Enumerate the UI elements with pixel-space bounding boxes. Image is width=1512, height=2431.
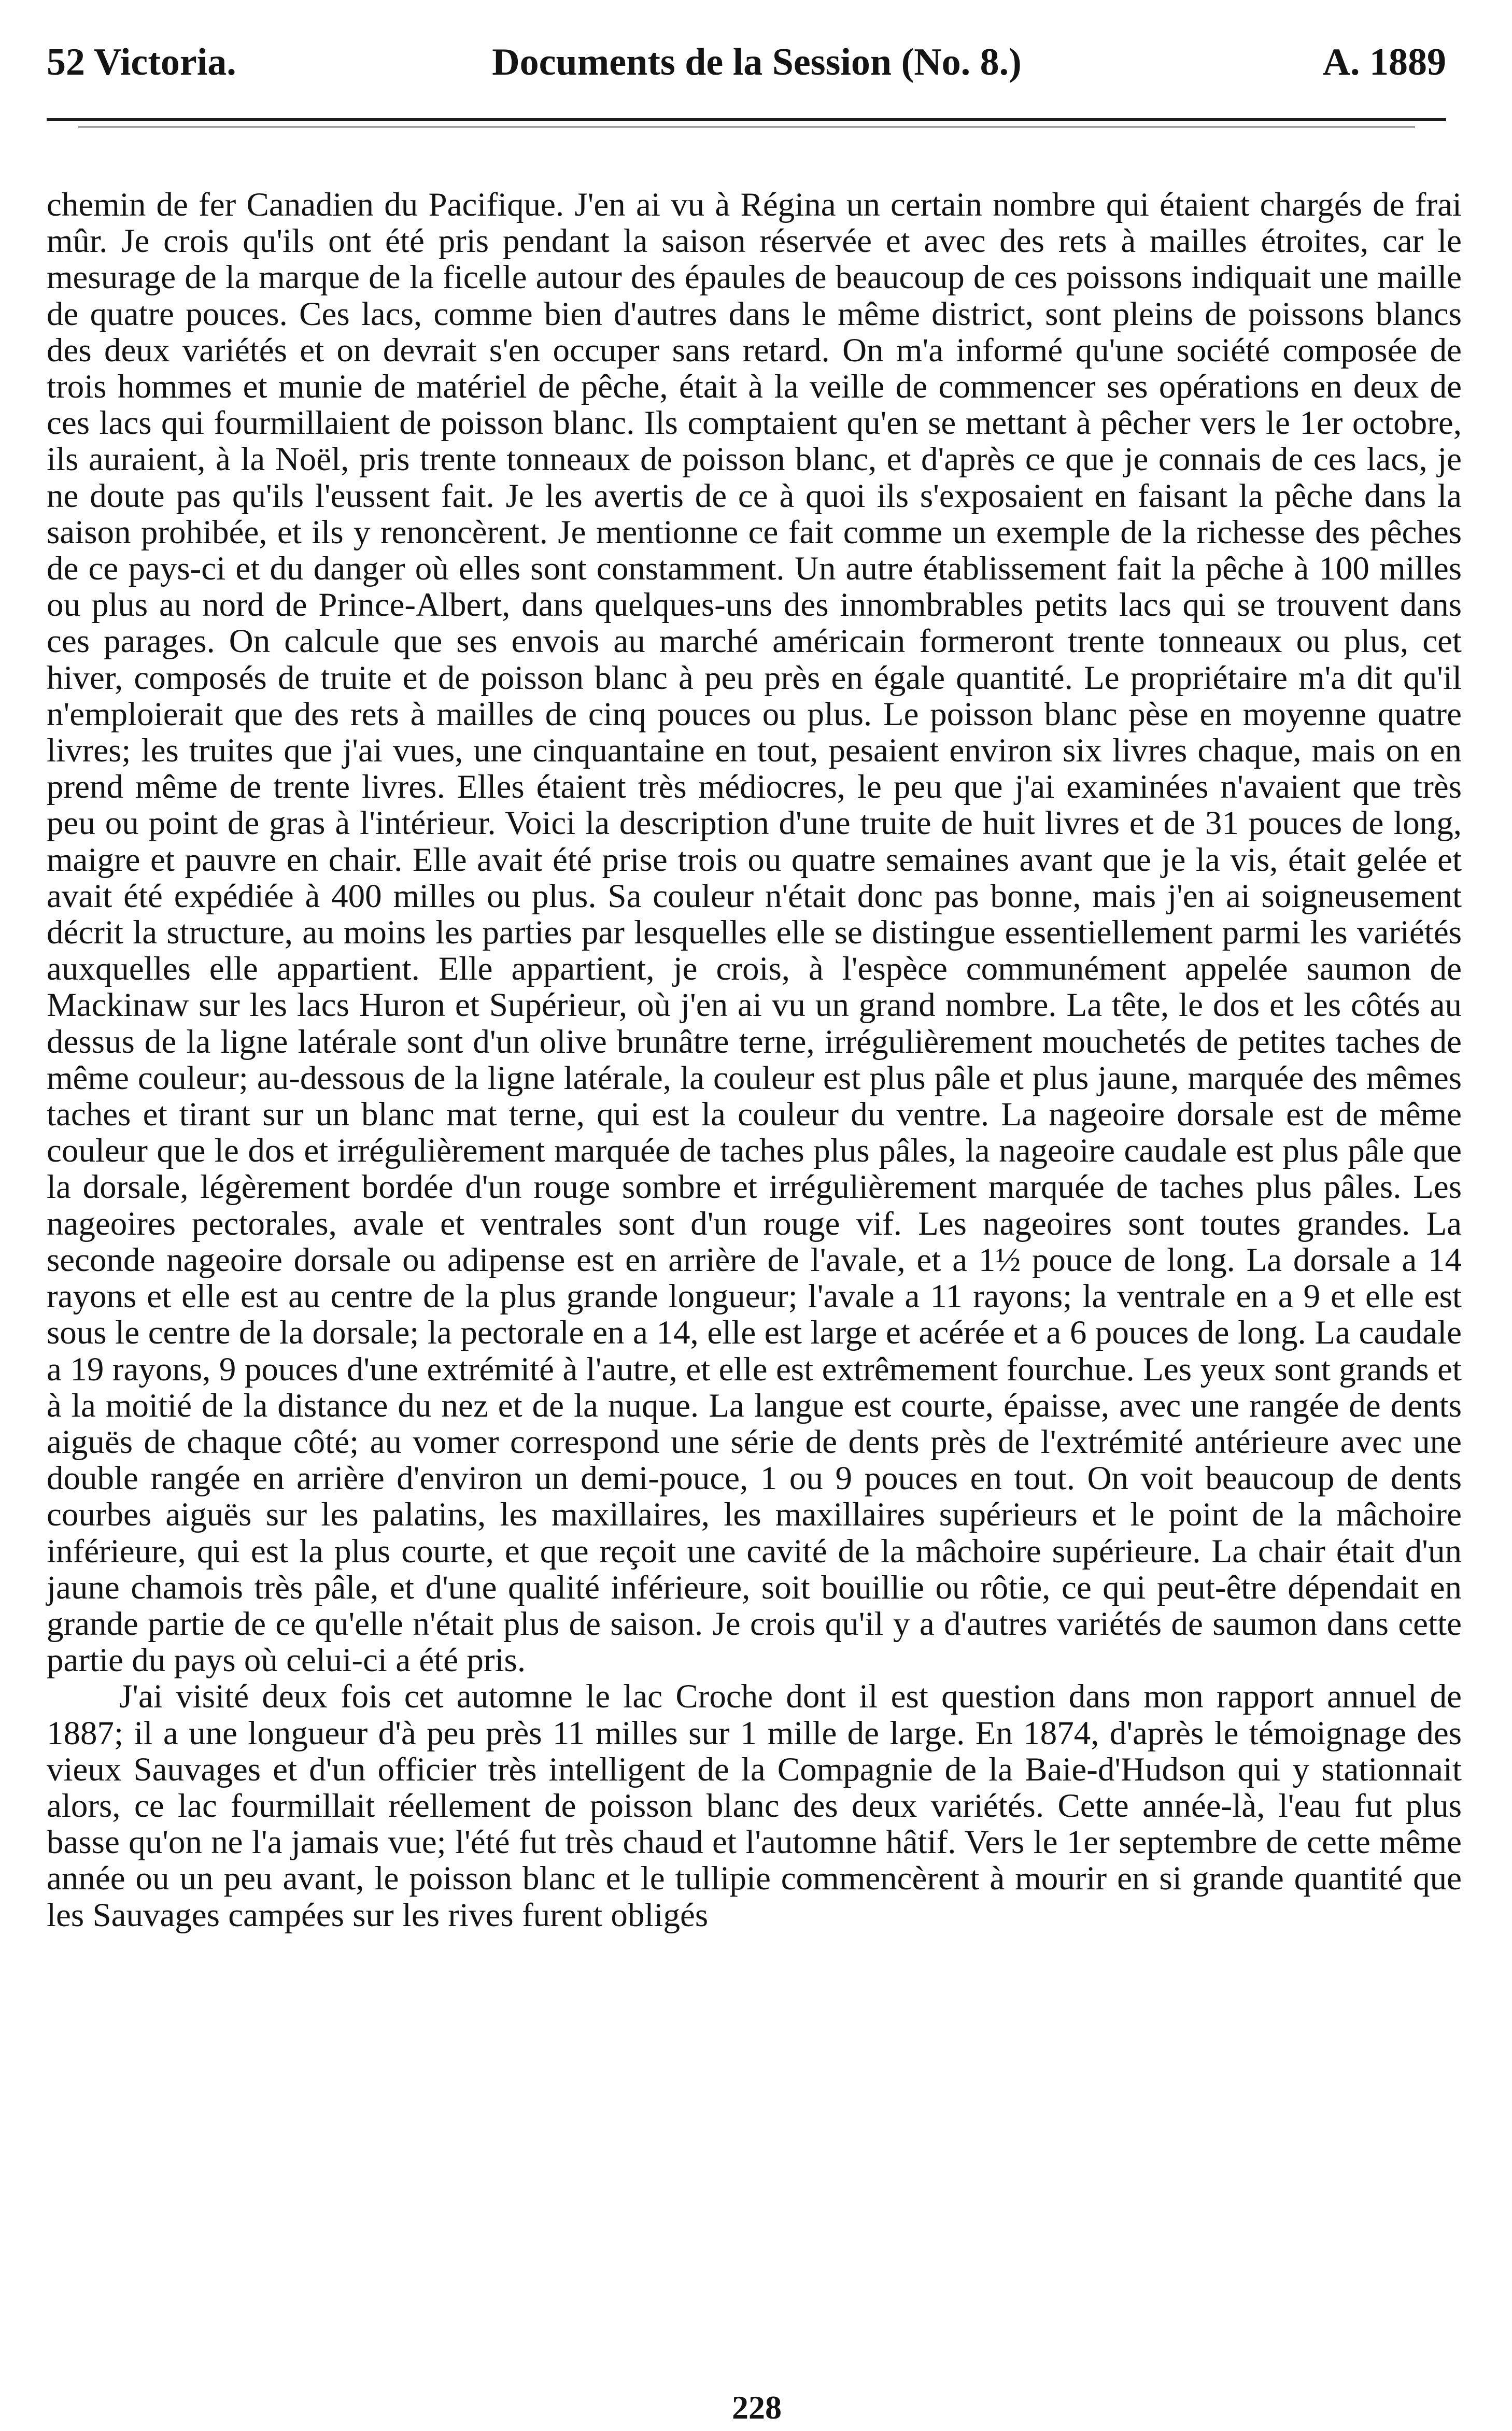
- paragraph: chemin de fer Canadien du Pacifique. J'en ai vu à Régina un certain nombre qui étaient chargés de frai mûr. Je crois qu'ils ont été pris pendant la saison réservée et avec des rets à mailles étroites, car le mesurage de la marque de la ficelle autour des épaules de beaucoup de ces poissons indiquait une maille de quatre pouces. Ces lacs, comme bien d'autres dans le même district, sont pleins de poissons blancs des deux variétés et on devrait s'en occuper sans retard. On m'a informé qu'une société composée de trois hommes et munie de matériel de pêche, était à la veille de commencer ses opérations en deux de ces lacs qui fourmillaient de poisson blanc. Ils comptaient qu'en se mettant à pêcher vers le 1er octobre, ils auraient, à la Noël, pris trente tonneaux de poisson blanc, et d'après ce que je connais de ces lacs, je ne doute pas qu'ils l'eussent fait. Je les avertis de ce à quoi ils s'exposaient en faisant la pêche dans la saison prohibée, et ils y renoncèrent. Je mentionne ce fait comme un exemple de la richesse des pêches de ce pays-ci et du danger où elles sont constamment. Un autre établissement fait la pêche à 100 milles ou plus au nord de Prince-Albert, dans quelques-uns des innombrables petits lacs qui se trouvent dans ces parages. On calcule que ses envois au marché américain formeront trente tonneaux ou plus, cet hiver, composés de truite et de poisson blanc à peu près en égale quantité. Le propriétaire m'a dit qu'il n'emploierait que des rets à mailles de cinq pouces ou plus. Le poisson blanc pèse en moyenne quatre livres; les truites que j'ai vues, une cinquantaine en tout, pesaient environ six livres chaque, mais on en prend même de trente livres. Elles étaient très médiocres, le peu que j'ai examinées n'avaient que très peu ou point de gras à l'intérieur. Voici la description d'une truite de huit livres et de 31 pouces de long, maigre et pauvre en chair. Elle avait été prise trois ou quatre semaines avant que je la vis, était gelée et avait été expédiée à 400 milles ou plus. Sa couleur n'était donc pas bonne, mais j'en ai soigneusement décrit la structure, au moins les parties par lesquelles elle se distingue essentiellement parmi les variétés auxquelles elle appartient. Elle appartient, je crois, à l'espèce communément appelée saumon de Mackinaw sur les lacs Huron et Supérieur, où j'en ai vu un grand nombre. La tête, le dos et les côtés au dessus de la ligne latérale sont d'un olive brunâtre terne, irrégulièrement mouchetés de petites taches de même couleur; au-dessous de la ligne latérale, la couleur est plus pâle et plus jaune, marquée des mêmes taches et tirant sur un blanc mat terne, qui est la couleur du ventre. La nageoire dorsale est de même couleur que le dos et irrégulièrement marquée de taches plus pâles, la nageoire caudale est plus pâle que la dorsale, légèrement bordée d'un rouge sombre et irrégulièrement marquée de taches plus pâles. Les nageoires pectorales, avale et ventrales sont d'un rouge vif. Les nageoires sont toutes grandes. La seconde nageoire dorsale ou adipense est en arrière de l'avale, et a 1½ pouce de long. La dorsale a 14 rayons et elle est au centre de la plus grande longueur; l'avale a 11 rayons; la ventrale en a 9 et elle est sous le centre de la dorsale; la pectorale en a 14, elle est large et acérée et a 6 pouces de long. La caudale a 19 rayons, 9 pouces d'une extrémité à l'autre, et elle est extrêmement fourchue. Les yeux sont grands et à la moitié de la distance du nez et de la nuque. La langue est courte, épaisse, avec une rangée de dents aiguës de chaque côté; au vomer correspond une série de dents près de l'extrémité antérieure avec une double rangée en arrière d'environ un demi-pouce, 1 ou 9 pouces en tout. On voit beaucoup de dents courbes aiguës sur les palatins, les maxillaires, les maxillaires supérieurs et le point de la mâchoire inférieure, qui est la plus courte, et que reçoit une cavité de la mâchoire supérieure. La chair était d'un jaune chamois très pâle, et d'une qualité inférieure, soit bouillie ou rôtie, ce qui peut-être dépendait en grande partie de ce qu'elle n'était plus de saison. Je crois qu'il y a d'autres variétés de saumon dans cette partie du pays où celui-ci a été pris.: [47, 186, 1462, 1679]
- header-title: Documents de la Session (No. 8.): [492, 41, 1022, 83]
- body-text: [47, 187, 1462, 1933]
- header-rule: [47, 118, 1446, 121]
- header-rule-thin: [78, 126, 1415, 128]
- running-header: [47, 31, 1467, 109]
- paragraph: J'ai visité deux fois cet automne le lac Croche dont il est question dans mon rapport annuel de 1887; il a une longueur d'à peu près 11 milles sur 1 mille de large. En 1874, d'après le témoignage des vieux Sauvages et d'un officier très intelligent de la Compagnie de la Baie-d'Hudson qui y stationnait alors, ce lac fourmillait réellement de poisson blanc des deux variétés. Cette année-là, l'eau fut plus basse qu'on ne l'a jamais vue; l'été fut très chaud et l'automne hâtif. Vers le 1er septembre de cette même année ou un peu avant, le poisson blanc et le tullipie commencèrent à mourir en si grande quantité que les Sauvages campées sur les rives furent obligés: [47, 1678, 1462, 1934]
- document-page: [47, 31, 1467, 2426]
- header-session-year: 52 Victoria.: [47, 41, 236, 83]
- page-number: 228: [732, 2389, 782, 2426]
- header-year: A. 1889: [1322, 41, 1446, 83]
